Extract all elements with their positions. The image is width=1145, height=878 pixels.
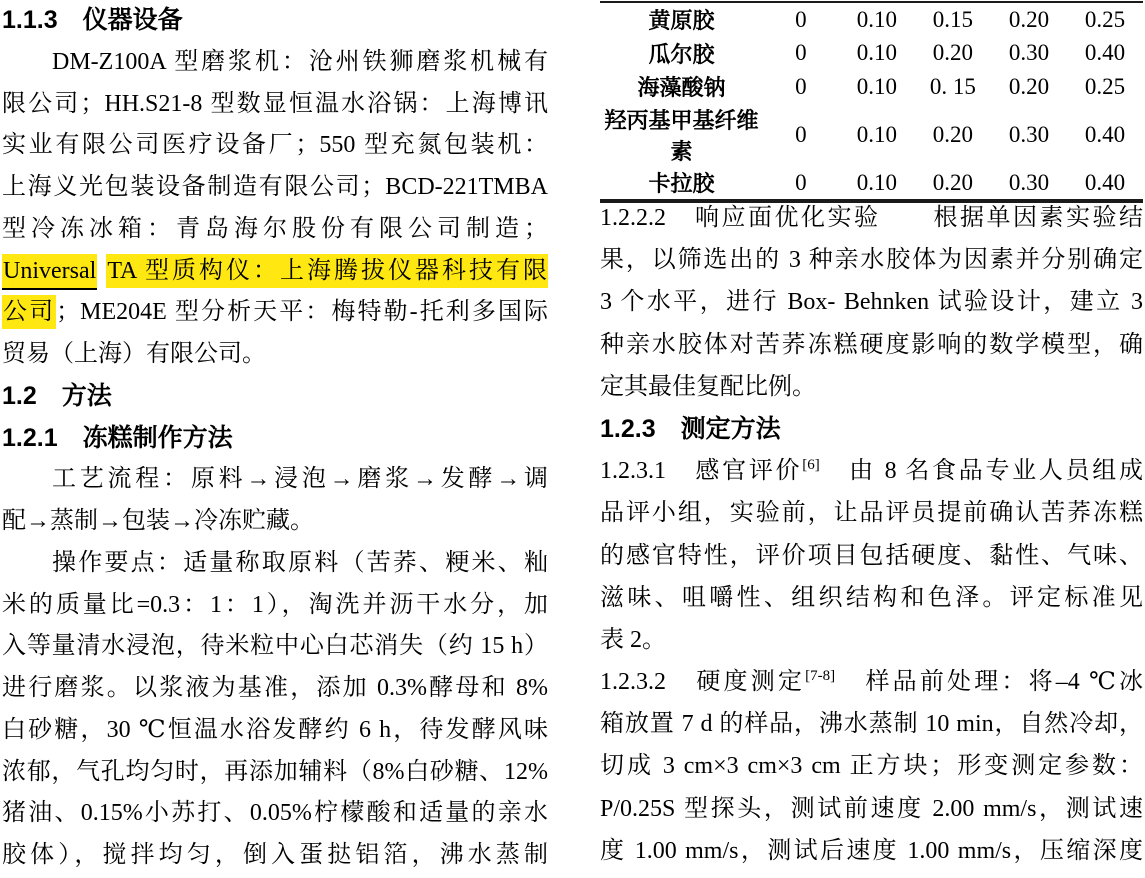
- table-cell: 0.30: [1008, 40, 1050, 66]
- table-cell: 0.20: [932, 169, 974, 195]
- text-segment: 度 1.00 mm/s，测试后速度 1.00 mm/s，压缩深度: [600, 837, 1143, 864]
- text-line: [600, 535, 1143, 577]
- text-line: [2, 668, 548, 710]
- section-heading-line: [600, 408, 1143, 450]
- text-line: [2, 209, 548, 251]
- table-row: [600, 104, 1143, 166]
- table-cell: 0.20: [1008, 6, 1050, 32]
- text-segment: 米的质量比=0.3：1：1），淘洗并沥干水分，加: [2, 591, 548, 618]
- table-row-label: 黄原胶: [648, 8, 715, 34]
- table-cell: 0: [795, 73, 807, 99]
- section-heading-line: [2, 418, 548, 460]
- text-segment: 1.1.3 仪器设备: [2, 6, 183, 34]
- table-cell: 0. 15: [929, 73, 976, 99]
- text-line: [2, 251, 548, 293]
- table-row: [600, 37, 1143, 71]
- left-text-column: [2, 0, 548, 877]
- table-cell: 0.15: [932, 6, 974, 32]
- text-line: [2, 626, 548, 668]
- table-cell: 0.25: [1084, 73, 1126, 99]
- text-segment: 种亲水胶体对苦荞冻糕硬度影响的数学模型，确: [600, 331, 1143, 358]
- text-line: [600, 281, 1143, 323]
- text-segment: 箱放置 7 d 的样品，沸水蒸制 10 min，自然冷却，: [600, 711, 1143, 738]
- text-line: [2, 752, 548, 794]
- text-segment: 品评小组，实验前，让品评员提前确认苦荞冻糕: [600, 500, 1143, 527]
- table-cell: 0.30: [1008, 169, 1050, 195]
- text-segment: 1.2.3 测定方法: [600, 414, 781, 443]
- table-cell: 0.25: [1084, 6, 1126, 32]
- table-row-label: 海藻酸钠: [637, 75, 726, 101]
- highlighted-text-segment: TA 型质构仪：上海腾拔仪器科技有限: [106, 254, 548, 288]
- text-segment: 型冷冻冰箱：青岛海尔股份有限公司制造；: [2, 215, 548, 242]
- text-segment: ；ME204E 型分析天平：梅特勒-托利多国际: [56, 299, 548, 326]
- text-segment: 3 个水平，进行 Box- Behnken 试验设计，建立 3: [600, 289, 1143, 316]
- table-cell: 0: [795, 6, 807, 32]
- text-segment: 配→蒸制→包装→冷冻贮藏。: [2, 508, 314, 534]
- text-segment: 浓郁，气孔均匀时，再添加辅料（8%白砂糖、12%: [2, 758, 548, 785]
- text-segment: DM-Z100A 型磨浆机：沧州铁狮磨浆机械有: [52, 48, 548, 75]
- text-line: [2, 585, 548, 627]
- text-line: [600, 745, 1143, 787]
- text-segment: 样品前处理：将–4 ℃冰: [835, 669, 1143, 696]
- table-cell: 0.20: [932, 121, 974, 147]
- text-segment: 滋味、咀嚼性、组织结构和色泽。评定标准见: [600, 584, 1143, 611]
- text-segment: 实业有限公司医疗设备厂；550 型充氮包装机：: [2, 132, 548, 159]
- table-cell: 0.10: [856, 169, 898, 195]
- text-line: [2, 125, 548, 167]
- citation-superscript: [7-8]: [805, 668, 836, 685]
- table-cell: 0.30: [1008, 121, 1050, 147]
- highlighted-text-segment: 公司: [2, 295, 56, 329]
- table-cell: 0: [795, 121, 807, 147]
- text-line: [600, 366, 1143, 408]
- table-cell: 0.10: [856, 40, 898, 66]
- text-line: [2, 334, 548, 376]
- table-row: [600, 70, 1143, 104]
- text-segment: 操作要点：适量称取原料（苦荞、粳米、籼: [52, 549, 548, 576]
- text-line: [600, 197, 1143, 239]
- text-segment: 进行磨浆。以浆液为基准，添加 0.3%酵母和 8%: [2, 675, 548, 701]
- hydrocolloid-levels-table: [600, 1, 1143, 203]
- right-column-text-block: [600, 197, 1143, 872]
- text-line: [2, 835, 548, 877]
- text-segment: 1.2.3.1 感官评价: [600, 458, 803, 485]
- text-line: [600, 703, 1143, 745]
- section-heading-line: [2, 0, 548, 42]
- text-line: [2, 543, 548, 585]
- text-segment: 果，以筛选出的 3 种亲水胶体为因素并分别确定: [600, 247, 1143, 274]
- text-segment: 切成 3 cm×3 cm×3 cm 正方块；形变测定参数：: [600, 753, 1143, 780]
- table-cell: 0.10: [856, 73, 898, 99]
- table-cell: 0.10: [856, 6, 898, 32]
- text-segment: 白砂糖，30 ℃恒温水浴发酵约 6 h，待发酵风味: [2, 716, 548, 743]
- table-cell: 0.40: [1084, 40, 1126, 66]
- text-segment: 表 2。: [600, 626, 666, 653]
- text-line: [600, 577, 1143, 619]
- text-segment: 1.2.3.2 硬度测定: [600, 669, 806, 696]
- table-cell: 0.40: [1084, 169, 1126, 195]
- text-segment: 工艺流程：原料→浸泡→磨浆→发酵→调: [52, 466, 548, 493]
- text-line: [600, 239, 1143, 281]
- text-segment: 入等量清水浸泡，待米粒中心白芯消失（约 15 h）: [2, 633, 548, 660]
- table-cell: 0: [795, 40, 807, 66]
- text-line: [600, 619, 1143, 661]
- text-segment: 1.2.1 冻糕制作方法: [2, 423, 233, 452]
- text-segment: 的感官特性，评价项目包括硬度、黏性、气味、: [600, 542, 1143, 569]
- text-segment: 贸易（上海）有限公司。: [2, 341, 266, 367]
- highlighted-text-segment: Universal: [2, 254, 97, 290]
- text-line: [2, 42, 548, 84]
- text-segment: 胶体），搅拌均匀，倒入蛋挞铝箔，沸水蒸制: [2, 842, 548, 868]
- text-line: [2, 793, 548, 835]
- text-line: [600, 492, 1143, 534]
- text-segment: 1.2.2.2 响应面优化实验 根据单因素实验结: [600, 205, 1143, 231]
- text-line: [600, 830, 1143, 872]
- text-segment: 1.2 方法: [2, 381, 112, 410]
- text-line: [2, 459, 548, 501]
- table-cell: 0.10: [856, 121, 898, 147]
- text-line: [2, 292, 548, 334]
- text-line: [600, 450, 1143, 492]
- text-segment: P/0.25S 型探头，测试前速度 2.00 mm/s，测试速: [600, 795, 1143, 822]
- text-segment: [97, 258, 106, 284]
- text-segment: 由 8 名食品专业人员组成: [819, 458, 1143, 485]
- table-row: [600, 2, 1143, 37]
- text-segment: 上海义光包装设备制造有限公司；BCD-221TMBA: [2, 174, 548, 200]
- text-line: [2, 84, 548, 126]
- text-segment: 定其最佳复配比例。: [600, 373, 816, 400]
- table-cell: 0.20: [1008, 73, 1050, 99]
- text-line: [600, 324, 1143, 366]
- citation-superscript: [6]: [802, 457, 820, 474]
- text-line: [2, 167, 548, 209]
- table-row-label: 卡拉胶: [648, 171, 715, 197]
- text-segment: 限公司；HH.S21-8 型数显恒温水浴锅：上海博讯: [2, 90, 548, 117]
- table-row-label: 瓜尔胶: [648, 41, 715, 67]
- text-line: [2, 501, 548, 543]
- section-heading-line: [2, 376, 548, 418]
- text-line: [600, 788, 1143, 830]
- text-line: [2, 710, 548, 752]
- table-row-label: 羟丙基甲基纤维素: [604, 107, 759, 164]
- text-segment: 猪油、0.15%小苏打、0.05%柠檬酸和适量的亲水: [2, 800, 548, 827]
- text-line: [600, 661, 1143, 703]
- table-cell: 0.20: [932, 40, 974, 66]
- table-cell: 0: [795, 169, 807, 195]
- table-cell: 0.40: [1084, 121, 1126, 147]
